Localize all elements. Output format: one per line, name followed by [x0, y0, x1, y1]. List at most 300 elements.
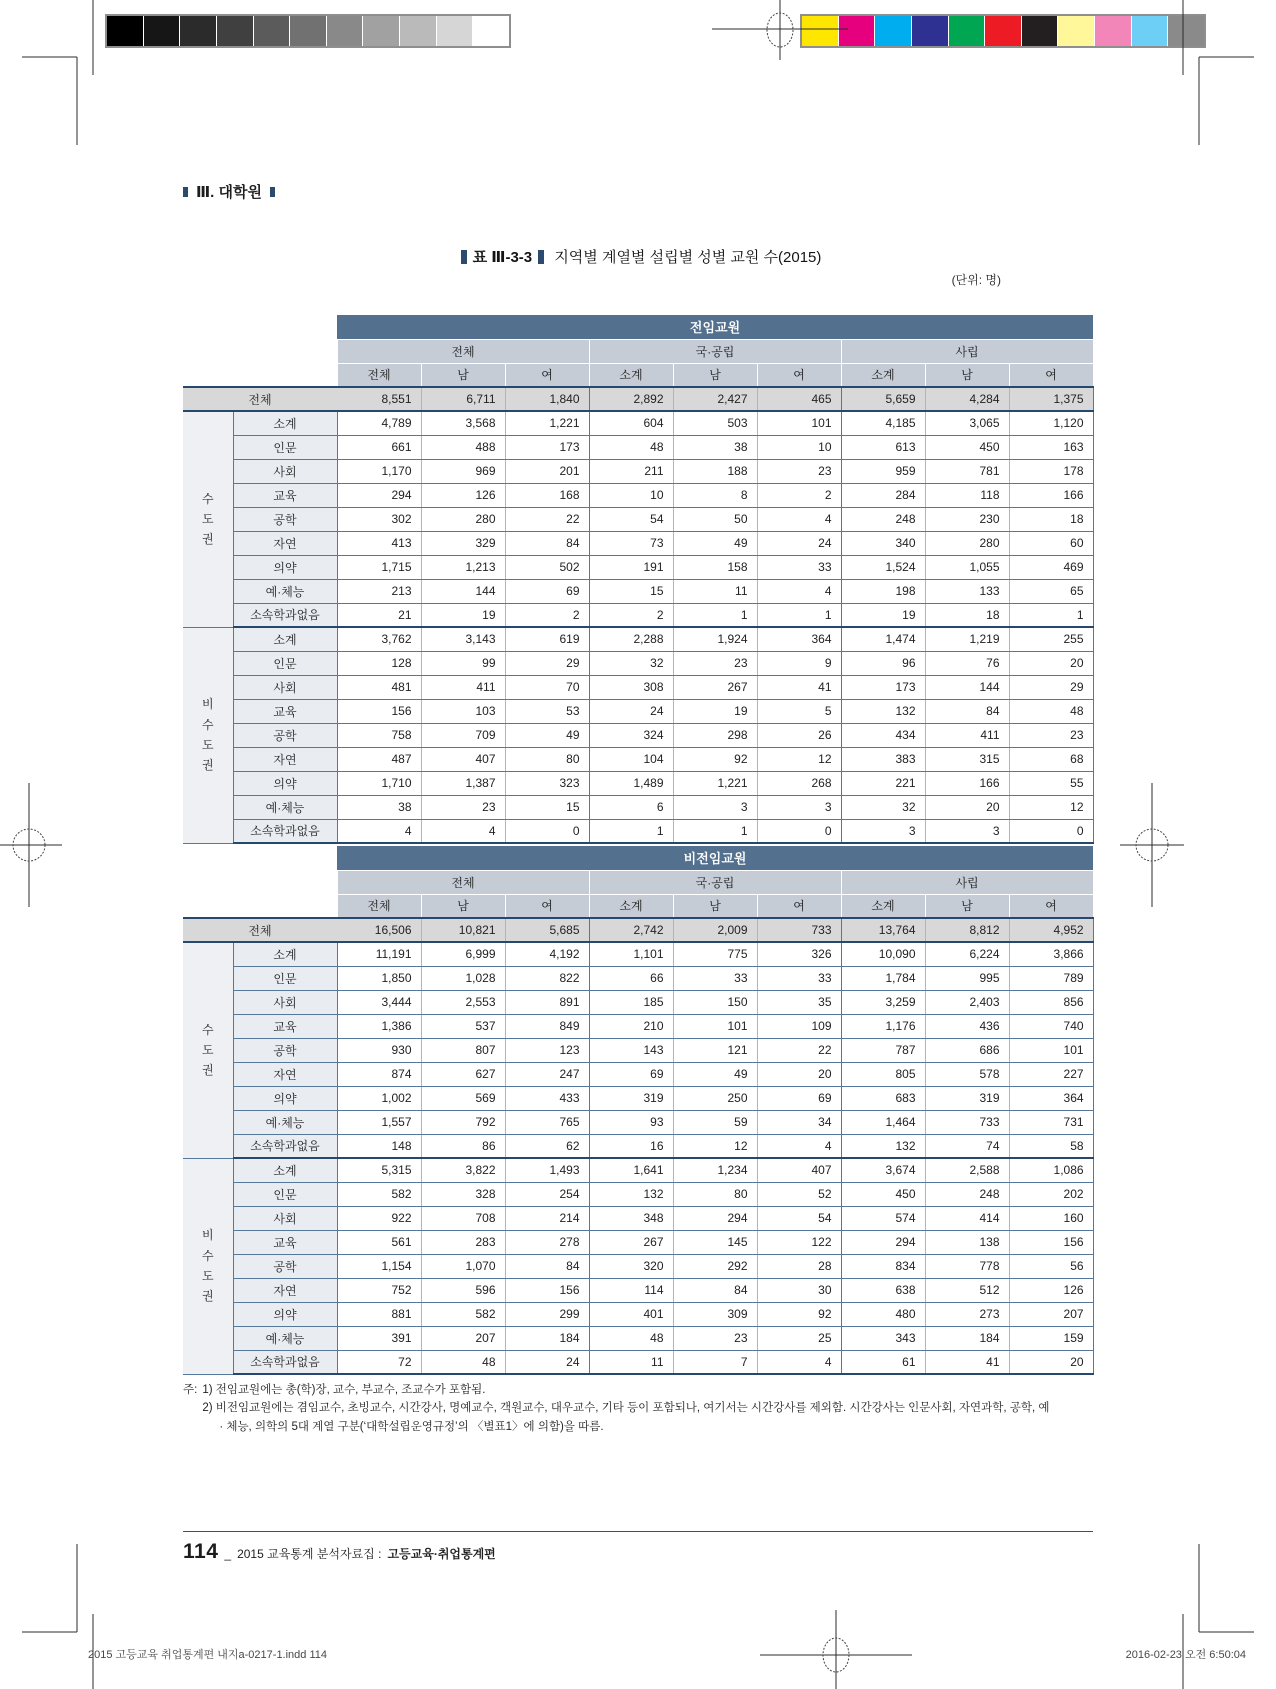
data-cell: 1	[589, 819, 673, 843]
data-cell: 407	[421, 747, 505, 771]
data-cell: 145	[673, 1230, 757, 1254]
data-cell: 191	[589, 555, 673, 579]
category-label: 공학	[233, 1038, 337, 1062]
data-cell: 86	[421, 1134, 505, 1158]
data-cell: 4	[757, 579, 841, 603]
data-cell: 638	[841, 1278, 925, 1302]
data-cell: 144	[925, 675, 1009, 699]
data-cell: 1,387	[421, 771, 505, 795]
data-cell: 21	[337, 603, 421, 627]
table-section-title: 비전임교원	[337, 846, 1093, 870]
data-cell: 70	[505, 675, 589, 699]
data-cell: 54	[757, 1206, 841, 1230]
data-cell: 58	[1009, 1134, 1093, 1158]
data-cell: 661	[337, 435, 421, 459]
data-cell: 18	[1009, 507, 1093, 531]
data-cell: 166	[1009, 483, 1093, 507]
category-label: 자연	[233, 747, 337, 771]
data-cell: 1,715	[337, 555, 421, 579]
grayscale-swatch	[254, 16, 291, 46]
data-cell: 49	[673, 531, 757, 555]
data-cell: 26	[757, 723, 841, 747]
column-header: 남	[673, 363, 757, 387]
data-cell: 188	[673, 459, 757, 483]
data-cell: 733	[925, 1110, 1009, 1134]
data-cell: 283	[421, 1230, 505, 1254]
registration-mark-bottom-center	[760, 1610, 912, 1689]
data-cell: 627	[421, 1062, 505, 1086]
column-header: 여	[1009, 894, 1093, 918]
category-label: 소속학과없음	[233, 603, 337, 627]
grayscale-swatch	[327, 16, 364, 46]
data-cell: 7	[673, 1350, 757, 1374]
note-item: 1) 전임교원에는 총(학)장, 교수, 부교수, 조교수가 포함됨.	[202, 1384, 486, 1396]
data-cell: 708	[421, 1206, 505, 1230]
data-cell: 76	[925, 651, 1009, 675]
data-cell: 758	[337, 723, 421, 747]
data-cell: 99	[421, 651, 505, 675]
data-cell: 1,120	[1009, 411, 1093, 435]
data-cell: 969	[421, 459, 505, 483]
data-cell: 411	[925, 723, 1009, 747]
data-cell: 881	[337, 1302, 421, 1326]
total-cell: 2,427	[673, 387, 757, 411]
color-swatch	[802, 16, 839, 46]
data-cell: 133	[925, 579, 1009, 603]
data-cell: 4	[757, 1350, 841, 1374]
data-cell: 267	[673, 675, 757, 699]
data-cell: 481	[337, 675, 421, 699]
footer-publication-name: 고등교육·취업통계편	[387, 1547, 496, 1561]
data-cell: 48	[589, 1326, 673, 1350]
data-cell: 61	[841, 1350, 925, 1374]
data-cell: 1,219	[925, 627, 1009, 651]
data-cell: 959	[841, 459, 925, 483]
grayscale-swatch	[107, 16, 144, 46]
data-cell: 1	[1009, 603, 1093, 627]
data-cell: 1,221	[505, 411, 589, 435]
grayscale-swatch	[144, 16, 181, 46]
data-cell: 132	[841, 1134, 925, 1158]
data-cell: 1,101	[589, 942, 673, 966]
data-cell: 4	[757, 1134, 841, 1158]
data-cell: 23	[673, 651, 757, 675]
color-calibration-bar	[800, 14, 1206, 48]
data-cell: 207	[421, 1326, 505, 1350]
data-cell: 731	[1009, 1110, 1093, 1134]
color-swatch	[875, 16, 912, 46]
data-cell: 33	[673, 966, 757, 990]
data-cell: 683	[841, 1086, 925, 1110]
data-cell: 995	[925, 966, 1009, 990]
color-swatch	[839, 16, 876, 46]
data-cell: 207	[1009, 1302, 1093, 1326]
data-cell: 2	[589, 603, 673, 627]
data-cell: 132	[589, 1182, 673, 1206]
data-cell: 84	[673, 1278, 757, 1302]
data-cell: 3,866	[1009, 942, 1093, 966]
page-footer	[183, 1540, 496, 1564]
data-cell: 582	[337, 1182, 421, 1206]
data-cell: 72	[337, 1350, 421, 1374]
category-label: 인문	[233, 435, 337, 459]
data-cell: 856	[1009, 990, 1093, 1014]
data-cell: 433	[505, 1086, 589, 1110]
data-cell: 48	[1009, 699, 1093, 723]
grayscale-swatch	[217, 16, 254, 46]
data-cell: 1,176	[841, 1014, 925, 1038]
data-cell: 29	[1009, 675, 1093, 699]
data-cell: 53	[505, 699, 589, 723]
data-cell: 69	[757, 1086, 841, 1110]
data-cell: 3,143	[421, 627, 505, 651]
data-cell: 434	[841, 723, 925, 747]
data-cell: 69	[589, 1062, 673, 1086]
data-cell: 101	[673, 1014, 757, 1038]
data-cell: 150	[673, 990, 757, 1014]
category-label: 교육	[233, 1014, 337, 1038]
table-corner	[183, 894, 337, 918]
data-cell: 1,710	[337, 771, 421, 795]
data-cell: 284	[841, 483, 925, 507]
data-cell: 12	[673, 1134, 757, 1158]
column-header: 여	[505, 894, 589, 918]
data-cell: 173	[841, 675, 925, 699]
notes-label: 주:	[183, 1384, 198, 1396]
data-cell: 156	[1009, 1230, 1093, 1254]
data-cell: 15	[589, 579, 673, 603]
data-cell: 787	[841, 1038, 925, 1062]
data-cell: 15	[505, 795, 589, 819]
column-group-header: 사립	[841, 339, 1093, 363]
data-cell: 159	[1009, 1326, 1093, 1350]
data-cell: 740	[1009, 1014, 1093, 1038]
data-cell: 19	[673, 699, 757, 723]
data-cell: 66	[589, 966, 673, 990]
data-cell: 20	[1009, 651, 1093, 675]
data-cell: 230	[925, 507, 1009, 531]
data-cell: 582	[421, 1302, 505, 1326]
column-header: 소계	[589, 894, 673, 918]
data-cell: 104	[589, 747, 673, 771]
data-cell: 849	[505, 1014, 589, 1038]
data-cell: 6,224	[925, 942, 1009, 966]
category-label: 인문	[233, 966, 337, 990]
data-cell: 178	[1009, 459, 1093, 483]
data-cell: 92	[673, 747, 757, 771]
table-corner	[183, 363, 337, 387]
data-cell: 211	[589, 459, 673, 483]
data-cell: 569	[421, 1086, 505, 1110]
data-cell: 1,464	[841, 1110, 925, 1134]
unit-note: (단위: 명)	[951, 273, 1001, 287]
data-cell: 1,557	[337, 1110, 421, 1134]
data-cell: 255	[1009, 627, 1093, 651]
data-cell: 2,288	[589, 627, 673, 651]
grayscale-swatch	[437, 16, 474, 46]
data-cell: 922	[337, 1206, 421, 1230]
category-label: 예·체능	[233, 795, 337, 819]
category-label: 의약	[233, 1302, 337, 1326]
data-cell: 128	[337, 651, 421, 675]
trim-mark-bottom-right	[1183, 1544, 1254, 1689]
data-cell: 11	[589, 1350, 673, 1374]
footer-text: 2015 교육통계 분석자료집 :	[237, 1547, 382, 1561]
data-cell: 168	[505, 483, 589, 507]
data-cell: 469	[1009, 555, 1093, 579]
table-corner	[183, 339, 337, 363]
column-group-header: 전체	[337, 870, 589, 894]
data-cell: 126	[1009, 1278, 1093, 1302]
nonfulltime-faculty-table	[183, 846, 1094, 1375]
data-cell: 709	[421, 723, 505, 747]
notes-block	[183, 1381, 1055, 1436]
table-number: 표 Ⅲ-3-3	[472, 249, 533, 266]
category-label: 사회	[233, 1206, 337, 1230]
total-row-label: 전체	[183, 387, 337, 411]
total-cell: 5,685	[505, 918, 589, 942]
data-cell: 33	[757, 555, 841, 579]
data-cell: 50	[673, 507, 757, 531]
data-cell: 166	[925, 771, 1009, 795]
data-cell: 123	[505, 1038, 589, 1062]
total-cell: 8,812	[925, 918, 1009, 942]
data-cell: 450	[841, 1182, 925, 1206]
data-cell: 0	[505, 819, 589, 843]
data-cell: 68	[1009, 747, 1093, 771]
total-cell: 2,892	[589, 387, 673, 411]
data-cell: 413	[337, 531, 421, 555]
data-cell: 278	[505, 1230, 589, 1254]
category-label: 예·체능	[233, 579, 337, 603]
data-cell: 789	[1009, 966, 1093, 990]
data-cell: 1,154	[337, 1254, 421, 1278]
data-cell: 16	[589, 1134, 673, 1158]
data-cell: 436	[925, 1014, 1009, 1038]
total-cell: 4,952	[1009, 918, 1093, 942]
column-header: 소계	[841, 894, 925, 918]
data-cell: 414	[925, 1206, 1009, 1230]
data-cell: 280	[421, 507, 505, 531]
column-group-header: 전체	[337, 339, 589, 363]
data-cell: 778	[925, 1254, 1009, 1278]
data-cell: 319	[925, 1086, 1009, 1110]
category-label: 인문	[233, 1182, 337, 1206]
data-cell: 101	[757, 411, 841, 435]
bullet-square-icon	[270, 187, 275, 197]
data-cell: 326	[757, 942, 841, 966]
data-cell: 1,086	[1009, 1158, 1093, 1182]
data-cell: 807	[421, 1038, 505, 1062]
data-cell: 834	[841, 1254, 925, 1278]
data-cell: 126	[421, 483, 505, 507]
print-imprint-timestamp: 2016-02-23 오전 6:50:04	[1125, 1649, 1246, 1661]
data-cell: 765	[505, 1110, 589, 1134]
total-cell: 1,375	[1009, 387, 1093, 411]
column-header: 여	[1009, 363, 1093, 387]
column-header: 남	[925, 894, 1009, 918]
data-cell: 60	[1009, 531, 1093, 555]
data-cell: 202	[1009, 1182, 1093, 1206]
data-cell: 22	[757, 1038, 841, 1062]
column-header: 남	[673, 894, 757, 918]
data-cell: 1,474	[841, 627, 925, 651]
data-cell: 24	[757, 531, 841, 555]
column-header: 남	[925, 363, 1009, 387]
data-cell: 930	[337, 1038, 421, 1062]
category-label: 소계	[233, 411, 337, 435]
data-cell: 156	[337, 699, 421, 723]
data-cell: 891	[505, 990, 589, 1014]
category-label: 소속학과없음	[233, 1350, 337, 1374]
data-cell: 1,213	[421, 555, 505, 579]
total-row-label: 전체	[183, 918, 337, 942]
data-cell: 488	[421, 435, 505, 459]
data-cell: 3,674	[841, 1158, 925, 1182]
data-cell: 4,192	[505, 942, 589, 966]
data-cell: 1,850	[337, 966, 421, 990]
data-cell: 348	[589, 1206, 673, 1230]
category-label: 소계	[233, 942, 337, 966]
total-cell: 2,009	[673, 918, 757, 942]
table-corner	[183, 846, 337, 870]
tables-container	[183, 315, 1093, 1377]
data-cell: 302	[337, 507, 421, 531]
total-cell: 733	[757, 918, 841, 942]
table-title	[183, 246, 1093, 267]
data-cell: 184	[925, 1326, 1009, 1350]
data-cell: 10,090	[841, 942, 925, 966]
grayscale-swatch	[473, 16, 509, 46]
data-cell: 49	[673, 1062, 757, 1086]
data-cell: 8	[673, 483, 757, 507]
data-cell: 1,055	[925, 555, 1009, 579]
data-cell: 28	[757, 1254, 841, 1278]
data-cell: 213	[337, 579, 421, 603]
color-swatch	[1132, 16, 1169, 46]
data-cell: 267	[589, 1230, 673, 1254]
data-cell: 480	[841, 1302, 925, 1326]
color-swatch	[1168, 16, 1204, 46]
total-cell: 5,659	[841, 387, 925, 411]
category-label: 예·체능	[233, 1326, 337, 1350]
total-cell: 13,764	[841, 918, 925, 942]
color-swatch	[1095, 16, 1132, 46]
data-cell: 30	[757, 1278, 841, 1302]
data-cell: 299	[505, 1302, 589, 1326]
category-label: 예·체능	[233, 1110, 337, 1134]
data-cell: 24	[505, 1350, 589, 1374]
data-cell: 1,028	[421, 966, 505, 990]
category-label: 자연	[233, 1278, 337, 1302]
data-cell: 450	[925, 435, 1009, 459]
category-label: 자연	[233, 1062, 337, 1086]
data-cell: 0	[757, 819, 841, 843]
total-cell: 10,821	[421, 918, 505, 942]
data-cell: 1,641	[589, 1158, 673, 1182]
data-cell: 148	[337, 1134, 421, 1158]
data-cell: 221	[841, 771, 925, 795]
data-cell: 54	[589, 507, 673, 531]
category-label: 소속학과없음	[233, 1134, 337, 1158]
data-cell: 792	[421, 1110, 505, 1134]
total-cell: 4,284	[925, 387, 1009, 411]
registration-mark-right	[1120, 783, 1184, 907]
data-cell: 3	[757, 795, 841, 819]
region-label: 수 도 권	[183, 411, 233, 627]
data-cell: 49	[505, 723, 589, 747]
data-cell: 315	[925, 747, 1009, 771]
data-cell: 3,065	[925, 411, 1009, 435]
data-cell: 52	[757, 1182, 841, 1206]
category-label: 자연	[233, 531, 337, 555]
data-cell: 1,489	[589, 771, 673, 795]
data-cell: 0	[1009, 819, 1093, 843]
total-cell: 16,506	[337, 918, 421, 942]
category-label: 소계	[233, 1158, 337, 1182]
data-cell: 3,259	[841, 990, 925, 1014]
category-label: 의약	[233, 555, 337, 579]
note-item: 2) 비전임교원에는 겸임교수, 초빙교수, 시간강사, 명예교수, 객원교수, 대우교수, 기타 등이 포함되나, 여기서는 시간강사를 제외함. 시간강사는 인문사회, 자연과학, 공학, 예 · 체능, 의학의 5대 계열 구분(‘대학설립운영규정’의 〈별표1〉에 의함)을 따름.	[202, 1402, 1050, 1433]
region-label: 비 수 도 권	[183, 1158, 233, 1374]
data-cell: 320	[589, 1254, 673, 1278]
data-cell: 503	[673, 411, 757, 435]
data-cell: 158	[673, 555, 757, 579]
data-cell: 292	[673, 1254, 757, 1278]
data-cell: 121	[673, 1038, 757, 1062]
data-cell: 6	[589, 795, 673, 819]
data-cell: 329	[421, 531, 505, 555]
data-cell: 294	[673, 1206, 757, 1230]
total-cell: 2,742	[589, 918, 673, 942]
data-cell: 156	[505, 1278, 589, 1302]
data-cell: 118	[925, 483, 1009, 507]
data-cell: 319	[589, 1086, 673, 1110]
data-cell: 84	[505, 1254, 589, 1278]
data-cell: 74	[925, 1134, 1009, 1158]
data-cell: 561	[337, 1230, 421, 1254]
data-cell: 10	[589, 483, 673, 507]
color-swatch	[912, 16, 949, 46]
category-label: 공학	[233, 723, 337, 747]
data-cell: 308	[589, 675, 673, 699]
data-cell: 20	[1009, 1350, 1093, 1374]
data-cell: 5	[757, 699, 841, 723]
total-cell: 465	[757, 387, 841, 411]
data-cell: 487	[337, 747, 421, 771]
data-cell: 32	[841, 795, 925, 819]
data-cell: 340	[841, 531, 925, 555]
data-cell: 3	[841, 819, 925, 843]
data-cell: 874	[337, 1062, 421, 1086]
category-label: 사회	[233, 990, 337, 1014]
data-cell: 35	[757, 990, 841, 1014]
data-cell: 1,386	[337, 1014, 421, 1038]
category-label: 소속학과없음	[233, 819, 337, 843]
data-cell: 173	[505, 435, 589, 459]
data-cell: 80	[673, 1182, 757, 1206]
data-cell: 294	[337, 483, 421, 507]
data-cell: 364	[757, 627, 841, 651]
data-cell: 160	[1009, 1206, 1093, 1230]
data-cell: 1,070	[421, 1254, 505, 1278]
category-label: 공학	[233, 1254, 337, 1278]
data-cell: 4,789	[337, 411, 421, 435]
data-cell: 3,444	[337, 990, 421, 1014]
print-imprint-filename: 2015 고등교육 취업통계편 내지a-0217-1.indd 114	[88, 1649, 328, 1661]
data-cell: 1,234	[673, 1158, 757, 1182]
data-cell: 5,315	[337, 1158, 421, 1182]
